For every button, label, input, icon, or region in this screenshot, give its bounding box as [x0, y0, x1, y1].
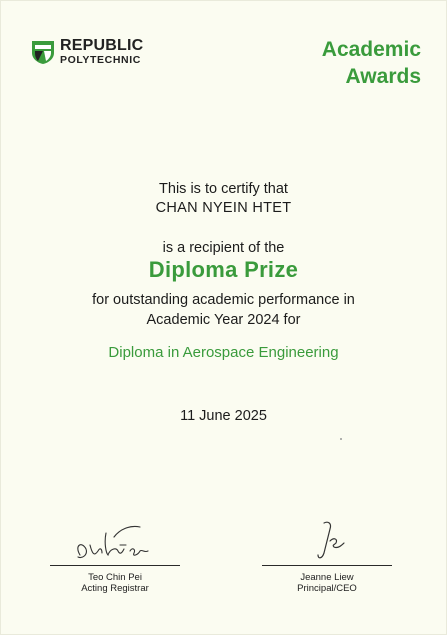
signatory-name-registrar: Teo Chin Pei	[88, 572, 142, 583]
logo-line-2: POLYTECHNIC	[60, 54, 141, 66]
paper-speck	[340, 438, 342, 440]
prize-title: Diploma Prize	[148, 257, 299, 282]
republic-polytechnic-shield-icon	[30, 39, 56, 65]
heading-line-1: Academic	[321, 38, 421, 61]
signature-block-principal	[262, 515, 392, 594]
recipient-text: is a recipient of the	[162, 240, 285, 256]
performance-text: for outstanding academic performance in	[92, 292, 355, 308]
award-date: 11 June 2025	[180, 408, 267, 424]
signature-line-principal	[262, 565, 392, 566]
heading-line-2: Awards	[345, 65, 421, 88]
certificate-heading	[322, 36, 421, 90]
signatory-title-principal: Principal/CEO	[297, 583, 357, 594]
institution-logo	[30, 38, 143, 66]
certify-text: This is to certify that	[159, 181, 288, 197]
signature-line-registrar	[50, 565, 180, 566]
recipient-name: CHAN NYEIN HTET	[155, 200, 292, 216]
diploma-name: Diploma in Aerospace Engineering	[108, 344, 339, 361]
signature-block-registrar	[50, 515, 180, 594]
logo-wordmark	[60, 38, 143, 66]
logo-line-1: REPUBLIC	[60, 37, 144, 54]
signatory-name-principal: Jeanne Liew	[300, 572, 354, 583]
signatory-title-registrar: Acting Registrar	[81, 583, 149, 594]
handwritten-signature-principal	[272, 515, 382, 563]
academic-year-text: Academic Year 2024 for	[146, 312, 301, 328]
handwritten-signature-registrar	[60, 515, 170, 563]
